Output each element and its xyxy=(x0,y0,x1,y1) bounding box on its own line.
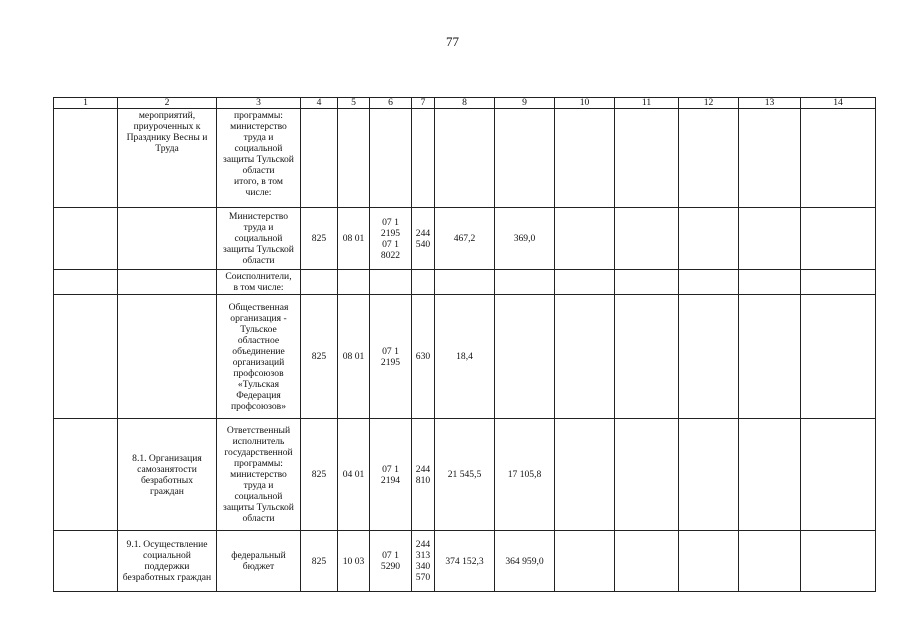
cell-col13 xyxy=(739,109,801,208)
cell-col6: 07 1 2195 xyxy=(370,295,412,419)
cell-col14 xyxy=(801,270,876,295)
cell-col5: 08 01 xyxy=(338,295,370,419)
cell-col6: 07 1 2194 xyxy=(370,419,412,531)
cell-col13 xyxy=(739,208,801,270)
cell-col13 xyxy=(739,531,801,592)
column-header: 11 xyxy=(615,98,679,109)
table-row xyxy=(54,109,876,208)
cell-col11 xyxy=(615,419,679,531)
cell-col11 xyxy=(615,270,679,295)
executor-cell: Общественная организация - Тульское областное объединение организаций профсоюзов «Тульская Федерация профсоюзов» xyxy=(217,295,301,419)
cell-col7: 244 313 340 570 xyxy=(412,531,435,592)
cell-col8: 374 152,3 xyxy=(435,531,495,592)
cell-col7: 244 810 xyxy=(412,419,435,531)
column-header: 13 xyxy=(739,98,801,109)
executor-cell: Ответственный исполнитель государственной программы: министерство труда и социальной защиты Тульской области xyxy=(217,419,301,531)
event-name-cell: 9.1. Осуществление социальной поддержки безработных граждан xyxy=(118,531,217,592)
cell-col1 xyxy=(54,208,118,270)
column-header: 4 xyxy=(301,98,338,109)
cell-col4: 825 xyxy=(301,531,338,592)
cell-col5 xyxy=(338,270,370,295)
column-header: 9 xyxy=(495,98,555,109)
cell-col13 xyxy=(739,419,801,531)
cell-col4: 825 xyxy=(301,419,338,531)
cell-col14 xyxy=(801,208,876,270)
cell-col6: 07 1 5290 xyxy=(370,531,412,592)
cell-col12 xyxy=(679,295,739,419)
cell-col9 xyxy=(495,109,555,208)
cell-col14 xyxy=(801,531,876,592)
event-name-cell: мероприятий, приуроченных к Празднику Весны и Труда xyxy=(118,109,217,208)
cell-col10 xyxy=(555,208,615,270)
cell-col7 xyxy=(412,109,435,208)
cell-col10 xyxy=(555,295,615,419)
cell-col4 xyxy=(301,109,338,208)
cell-col5: 10 03 xyxy=(338,531,370,592)
cell-col7: 630 xyxy=(412,295,435,419)
cell-col7 xyxy=(412,270,435,295)
column-header: 1 xyxy=(54,98,118,109)
column-header: 10 xyxy=(555,98,615,109)
cell-col10 xyxy=(555,109,615,208)
cell-col8: 467,2 xyxy=(435,208,495,270)
column-header: 14 xyxy=(801,98,876,109)
table-row xyxy=(54,295,876,419)
cell-col12 xyxy=(679,419,739,531)
cell-col6 xyxy=(370,109,412,208)
table-row xyxy=(54,531,876,592)
table-row xyxy=(54,419,876,531)
cell-col5: 04 01 xyxy=(338,419,370,531)
cell-col12 xyxy=(679,208,739,270)
event-name-cell xyxy=(118,208,217,270)
cell-col12 xyxy=(679,109,739,208)
cell-col11 xyxy=(615,208,679,270)
executor-cell: Соисполнители, в том числе: xyxy=(217,270,301,295)
cell-col10 xyxy=(555,270,615,295)
cell-col4 xyxy=(301,270,338,295)
column-header: 6 xyxy=(370,98,412,109)
cell-col11 xyxy=(615,295,679,419)
cell-col13 xyxy=(739,295,801,419)
cell-col7: 244 540 xyxy=(412,208,435,270)
executor-cell: Министерство труда и социальной защиты Тульской области xyxy=(217,208,301,270)
table-row xyxy=(54,270,876,295)
executor-cell: программы: министерство труда и социальной защиты Тульской области итого, в том числе: xyxy=(217,109,301,208)
cell-col12 xyxy=(679,531,739,592)
cell-col4: 825 xyxy=(301,295,338,419)
cell-col1 xyxy=(54,109,118,208)
column-header: 5 xyxy=(338,98,370,109)
column-header: 12 xyxy=(679,98,739,109)
cell-col10 xyxy=(555,531,615,592)
column-number-row xyxy=(54,98,876,109)
cell-col14 xyxy=(801,419,876,531)
event-name-cell xyxy=(118,295,217,419)
cell-col12 xyxy=(679,270,739,295)
cell-col5: 08 01 xyxy=(338,208,370,270)
event-name-cell: 8.1. Организация самозанятости безработных граждан xyxy=(118,419,217,531)
cell-col1 xyxy=(54,295,118,419)
column-header: 2 xyxy=(118,98,217,109)
cell-col13 xyxy=(739,270,801,295)
cell-col1 xyxy=(54,419,118,531)
cell-col4: 825 xyxy=(301,208,338,270)
column-header: 8 xyxy=(435,98,495,109)
cell-col5 xyxy=(338,109,370,208)
cell-col14 xyxy=(801,295,876,419)
cell-col1 xyxy=(54,270,118,295)
table-row xyxy=(54,208,876,270)
cell-col8 xyxy=(435,270,495,295)
cell-col9 xyxy=(495,295,555,419)
page-number: 77 xyxy=(446,34,459,49)
budget-table xyxy=(53,97,876,592)
cell-col6: 07 1 2195 07 1 8022 xyxy=(370,208,412,270)
cell-col9: 17 105,8 xyxy=(495,419,555,531)
cell-col9: 369,0 xyxy=(495,208,555,270)
cell-col1 xyxy=(54,531,118,592)
cell-col11 xyxy=(615,531,679,592)
cell-col14 xyxy=(801,109,876,208)
cell-col11 xyxy=(615,109,679,208)
event-name-cell xyxy=(118,270,217,295)
cell-col10 xyxy=(555,419,615,531)
cell-col9 xyxy=(495,270,555,295)
column-header: 7 xyxy=(412,98,435,109)
cell-col9: 364 959,0 xyxy=(495,531,555,592)
cell-col8: 21 545,5 xyxy=(435,419,495,531)
cell-col8 xyxy=(435,109,495,208)
cell-col6 xyxy=(370,270,412,295)
executor-cell: федеральный бюджет xyxy=(217,531,301,592)
column-header: 3 xyxy=(217,98,301,109)
cell-col8: 18,4 xyxy=(435,295,495,419)
